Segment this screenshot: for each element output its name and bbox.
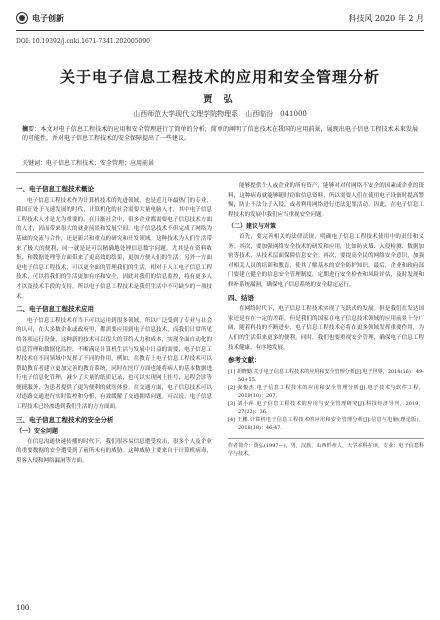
- abstract-text: 要：本文对电子信息工程技术的应用和安全管理进行了简单的分析，简单的阐明了信息技术在我国的应用前景，展现出电子信息工程技术未来发展的可能性，并对电子信息工程技术的安全保障提出了一些建议。: [22, 126, 418, 142]
- section-heading: 三、电子信息工程技术的安全分析: [16, 415, 114, 424]
- abstract: [22, 125, 418, 143]
- header-divider: [16, 30, 424, 31]
- reference-item: [4] 王鹏.计算机电子信息工程技术的应用和安全管理分析[J].信息与电脑(理论版)，2018(18)：46-47.: [228, 416, 424, 431]
- section-heading: 二、电子信息工程技术应用: [16, 305, 94, 314]
- paragraph: 能够提供个人或企业的所有资产，能够对对付网络不安全的因素或企业的资料，这种病毒就能够随时窃取信息资料，所以需要人们在使用电子设备时提高警惕，防止不法分子入侵，或者利用网络进行违法犯罪活动。因此，在电子信息工程技术的发展中我们应当重视安全问题。: [228, 183, 424, 218]
- reference-item: [2] 张俊杰.电子信息工程技术的应用和安全管理分析[J].电子技术与软件工程，2019(10)：207.: [228, 384, 424, 399]
- issue-label: 科技风 2020 年 2 月: [348, 13, 424, 23]
- reference-item: [1] 胡晓勤.关于电子信息工程技术的应用和安全管理分析[J].电子世界，2018(16)：49-50+55.: [228, 368, 424, 383]
- left-column: [16, 182, 212, 468]
- section-heading: 一、电子信息工程技术概论: [16, 185, 94, 193]
- paragraph: 在信息沟通快速传播的时代下，我们很容易信息遭受攻击，很多个人及企业的重要数据的安全遭受到了前所未有的威胁。这种威胁主要来自于计算机病毒，黑客入侵和网络漏洞等方面。: [16, 438, 212, 465]
- author-affiliation: 山西师范大学现代文理学院物理系 山西临汾 041000: [133, 110, 307, 118]
- right-column: [228, 182, 424, 458]
- author-bio: 作者简介：贾弘(1997—)，男，汉族，山西忻州人，大学本科在读，专业：电子信息科学与技术。: [228, 438, 424, 458]
- paragraph: 电子信息工程技术在当下可以运用到很多领域，所以广泛受到了专业与社会的认可，在大多数企业或政府里，都需要应用到电子信息技术，而我们日常所见的各项运行设备，这种新的技术可以很大的节约人力和成本，实现全面自动化的信息管理和数据化监控，不断满足计算机生活与发展中日益的需要，电子信息工程技术在不同领域中发挥了不同的作用。例如，在教育上电子信息工程技术可以帮助教育者建立更加完善的教育系统，同时在医疗方面也能将病人的基本数据进行电子信息化管理，减少了大量的纸质记录，也可以实现网上挂号、远程会诊等便捷服务，为患者提供了更为便利的就医体验。在交通方面，电子信息技术可以对道路交通进行实时监控和分析，有效缓解了交通拥堵问题。可以说，电子信息工程技术已经渗透到我们生活的方方面面。: [16, 317, 212, 411]
- article-author: 贾 弘: [203, 95, 237, 105]
- paragraph: 电子信息工程技术作为计算机技术的先进领域，也是近几年最热门的专业，我国正处于飞速发展的时代，计算机化的社会需要大量电脑人才，其中电子信息工程技术人才是尤为重要的。在日渐社会中，很多企业都需要电子信息技术方面的人才，因而带来很大的就业前景和发展空间。电子信息技术不但完成了网络为基础的交流与合作，还是新兴和重点的研究和开发领域。这种技术为人们生活带来了极大的便利，同一就是是可以精确地处理信息数字问题。尤其是在资料收集、和数据处理等方面带来了更高效的结果，更加方便人们的生活。另外一方面是电子信息工程技术，可以更全面的管理我们的生活，相对于人工电子信息工程技术，可以将我们的生活更加有序和安全，因此对我们的信息监控，将有更多人才以及技术手段的支持。所以电子信息工程技术是我们生活中不可缺少的一项技术。: [16, 197, 212, 300]
- section-heading: 四、结语: [228, 293, 254, 302]
- reference-item: [3] 刘小萍.电子信息工程技术的应用与安全管理研究[J].科技经济导刊，2019，27(22)：36.: [228, 400, 424, 415]
- journal-section: [16, 12, 64, 24]
- references-title: 参考文献：: [228, 356, 261, 365]
- abstract-divider: [16, 172, 424, 173]
- page-number: 100: [16, 604, 30, 612]
- references: [228, 356, 424, 432]
- subsection-heading: （二）建议与对策: [228, 223, 277, 231]
- subsection-heading: （一）安全问题: [16, 428, 59, 436]
- journal-section-label: 电子创新: [32, 12, 64, 23]
- running-header: [16, 8, 424, 28]
- doi-line: DOI: 10.19392/j.cnki.1671-7341.202005090: [16, 38, 150, 45]
- keywords: 关键词：电子信息工程技术；安全管理；应用前景: [22, 160, 155, 167]
- abstract-label: 摘: [22, 126, 29, 133]
- paragraph: 首先，要完善相关的法律法规，明确电子信息工程技术使用中的责任和义务。其次，要加强网络安全技术的研发和应用，比如防火墙、入侵检测、数据加密等技术，从技术层面保障信息安全。再次，要提高全民的网络安全意识，加强对相关人员的培训和教育，使其了解基本的安全防护知识。最后，企业和政府部门要建立健全的信息安全管理制度，定期进行安全检查和风险评估，及时发现和修补系统漏洞，确保电子信息系统的安全稳定运行。: [228, 233, 424, 288]
- article-title: 关于电子信息工程技术的应用和安全管理分析: [59, 68, 380, 86]
- journal-logo-icon: [16, 12, 28, 24]
- paragraph: 在网络时代下，电子信息工程技术实现了飞跃式的发展。但是我们在发达国家还是存在一定的差距。但是我们的国家在电子信息技术领域的应用前景十分广阔，随着科技的不断进步，电子信息工程技术必将在更多领域发挥重要作用，为人们的生活带来更多的便利。同时，我们也要重视安全管理，确保电子信息工程技术健康、有序地发展。: [228, 306, 424, 351]
